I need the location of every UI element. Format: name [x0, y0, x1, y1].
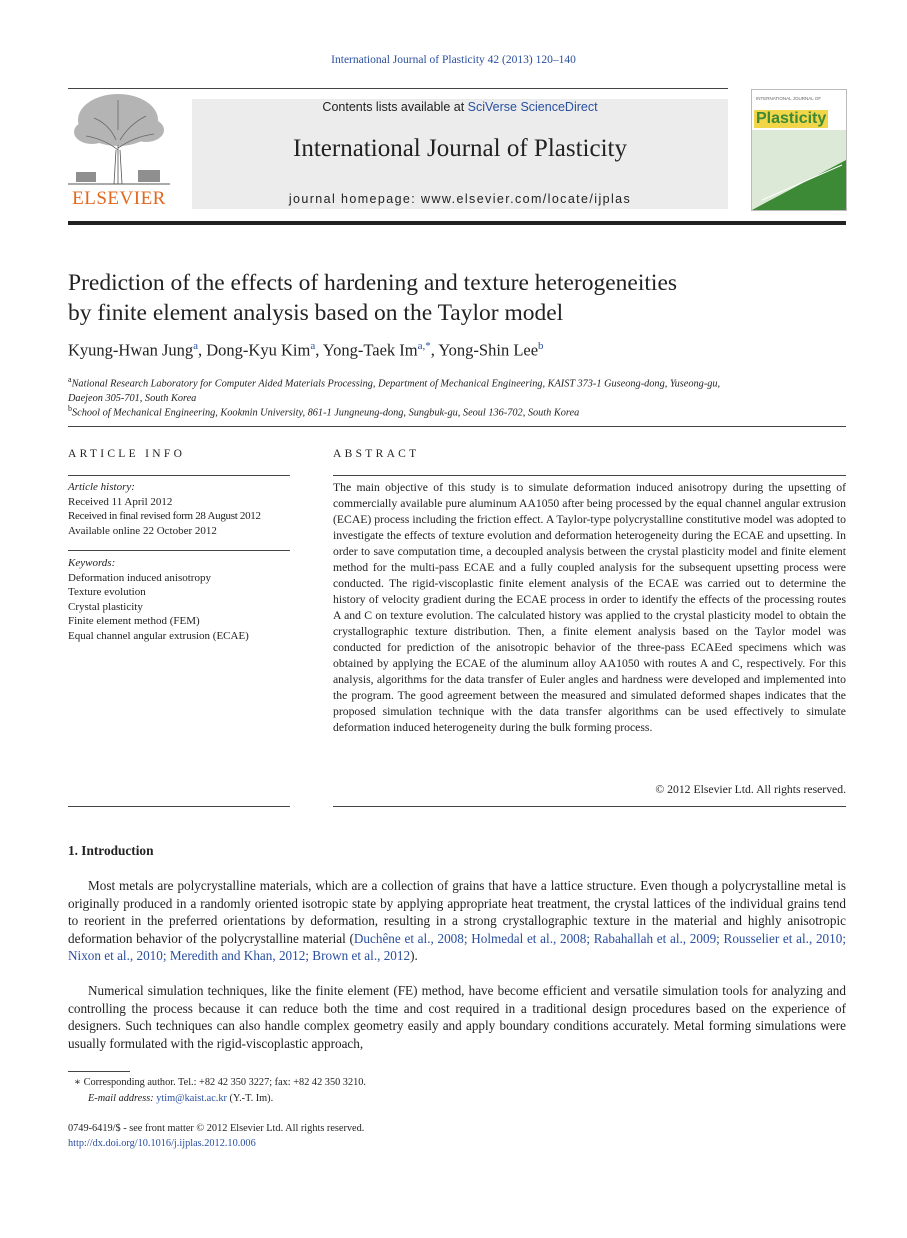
email-note — [68, 1091, 866, 1106]
reference-links[interactable]: Duchêne et al., 2008; Holmedal et al., 2008; Rabahallah et al., 2009; Rousselier et al., 2010; Nixon et al., 2010; Meredith and Khan, 2012; Brown et al., 2012 — [68, 930, 846, 963]
intro-paragraph-1 — [68, 877, 846, 965]
journal-name: International Journal of Plasticity — [293, 135, 627, 162]
article-history — [68, 480, 290, 538]
abstract-bottom-rule — [333, 806, 846, 807]
article-title-line1: Prediction of the effects of hardening and texture heterogeneities — [68, 270, 678, 296]
header-top-rule — [68, 88, 728, 89]
cover-subtitle: INTERNATIONAL JOURNAL OF — [756, 96, 822, 101]
paragraph-text-end: ). — [410, 948, 418, 963]
history-received: Received 11 April 2012 — [68, 495, 173, 508]
keyword-item: Equal channel angular extrusion (ECAE) — [68, 629, 249, 642]
affiliation-rule — [68, 426, 846, 427]
keyword-item: Deformation induced anisotropy — [68, 571, 211, 584]
journal-cover-thumbnail[interactable] — [751, 89, 847, 211]
article-info-heading: ARTICLE INFO — [68, 448, 186, 460]
email-suffix: (Y.-T. Im). — [226, 1093, 274, 1104]
history-online: Available online 22 October 2012 — [68, 524, 217, 537]
issn-line: 0749-6419/$ - see front matter © 2012 Elsevier Ltd. All rights reserved. — [68, 1123, 365, 1134]
keyword-item: Texture evolution — [68, 586, 146, 598]
journal-masthead — [192, 99, 728, 209]
affiliation-text: School of Mechanical Engineering, Kookmin University, 861-1 Jungneung-dong, Sungbuk-gu, Seoul 136-702, South Korea — [72, 407, 580, 419]
author-name: Kyung-Hwan Jung — [68, 340, 194, 360]
cover-title: Plasticity — [756, 110, 827, 127]
keyword-item: Crystal plasticity — [68, 600, 143, 613]
homepage-line — [192, 192, 728, 206]
article-info-bottom-rule — [68, 806, 290, 807]
article-title-line2: by finite element analysis based on the Taylor model — [68, 300, 564, 326]
contents-line — [192, 100, 728, 114]
homepage-prefix: journal homepage: — [288, 192, 422, 206]
author-affiliation-mark[interactable]: a,* — [417, 340, 431, 352]
author-list: Kyung-Hwan Jung$^a$, Dong-Kyu Kim$^a$, Yong-Taek $Im^{a,*}$, Yong-Shin Lee$^b$ — [68, 340, 544, 360]
intro-paragraph-2: Numerical simulation techniques, like the finite element (FE) method, have become efficient and versatile simulation tools for analyzing and controlling the process because it can reduce both the time and cost required in a traditional design procedures based on the experience of designers. Such techniques can also handle complex geometry easily and apply boundary conditions accurately. Metal forming simulations were usually formulated with the rigid-viscoplastic approach, — [68, 983, 846, 1051]
corresponding-author-note: ∗ Corresponding author. Tel.: +82 42 350 3227; fax: +82 42 350 3210. — [74, 1077, 366, 1088]
homepage-link[interactable]: www.elsevier.com/locate/ijplas — [421, 192, 632, 206]
footnote-rule — [68, 1071, 130, 1072]
contents-prefix: Contents lists available at — [322, 100, 468, 114]
email-label: E-mail address: — [88, 1093, 157, 1104]
abstract-copyright: © 2012 Elsevier Ltd. All rights reserved. — [655, 783, 846, 796]
elsevier-tree-icon — [68, 90, 170, 186]
keywords — [68, 556, 290, 643]
author-name: Yong-Shin Lee — [438, 340, 539, 360]
sciencedirect-link[interactable]: SciVerse ScienceDirect — [467, 100, 598, 114]
article-title — [68, 268, 848, 328]
elsevier-logo — [68, 90, 170, 210]
affiliation-text-continued: Daejeon 305-701, South Korea — [68, 392, 197, 404]
author-affiliation-mark[interactable]: b — [538, 340, 544, 352]
email-link[interactable]: ytim@kaist.ac.kr — [156, 1093, 227, 1104]
article-info-rule — [68, 475, 290, 476]
affiliation-mark: b — [68, 404, 72, 413]
affiliation-mark: a — [68, 375, 72, 384]
history-label: Article history: — [68, 481, 135, 493]
affiliation-b — [68, 402, 848, 421]
author-affiliation-mark[interactable]: a — [310, 340, 316, 352]
abstract-rule — [333, 475, 846, 476]
keyword-item: Finite element method (FEM) — [68, 615, 200, 627]
history-revised: Received in final revised form 28 August 2012 — [68, 510, 261, 522]
author-name: Yong-Taek Im — [322, 340, 418, 360]
abstract-text: The main objective of this study is to simulate deformation induced anisotropy during the upsetting of commercially available pure aluminum AA1050 after being processed by the equal channel angular extrusion (ECAE) process including the friction effect. A Taylor-type polycrystalline constitutive model was adopted to investigate the effects of texture evolution and deformation heterogeneity during the ECAE and upsetting. In order to save computation time, a decoupled analysis between the crystal plasticity model and finite element method for the multi-pass ECAE and a fully coupled analysis for the subsequent upsetting process were conducted. The rigid-viscoplastic finite element analysis of the ECAE was carried out to determine the history of velocity gradient during the ECAE process in order to identify the effects of the processing routes A and C on texture evolution. The calculated history was applied to the crystal plasticity model to obtain the crystallographic texture distribution. Then, a finite element analysis based on the Taylor model was conducted for prediction of the anisotropic behavior of the three-pass ECAEed specimens which was obtained by applying the ECAE of the aluminum alloy AA1050 with routes A and C, respectively. For this analysis, algorithms for the data transfer of Euler angles and hardness were developed and implemented into the program. The good agreement between the measured and simulated deformed shapes indicates that the proposed simulation technique with the data transfer algorithms can be used effectively to simulate deformation induced heterogeneity during the bulk forming process. — [333, 481, 846, 734]
keywords-label: Keywords: — [68, 557, 116, 569]
section-heading-introduction: 1. Introduction — [68, 843, 154, 858]
keywords-rule — [68, 550, 290, 551]
masthead-bottom-rule — [68, 221, 846, 225]
doi-link[interactable]: http://dx.doi.org/10.1016/j.ijplas.2012.10.006 — [68, 1138, 256, 1149]
journal-citation[interactable]: International Journal of Plasticity 42 (2013) 120–140 — [331, 54, 576, 66]
author-affiliation-mark[interactable]: a — [193, 340, 199, 352]
author-name: Dong-Kyu Kim — [206, 340, 311, 360]
affiliation-text: National Research Laboratory for Computer Aided Materials Processing, Department of Mechanical Engineering, KAIST 373-1 Guseong-dong, Yuseong-gu, — [71, 378, 721, 390]
abstract-heading: ABSTRACT — [333, 448, 420, 460]
cover-graphic-icon — [752, 130, 846, 210]
publisher-name: ELSEVIER — [72, 188, 166, 209]
paragraph-text: Most metals are polycrystalline materials, which are a collection of grains that have a lattice structure. Even though a polycrystalline metal is originally produced in a randomly oriented isotropic state by applying appropriate heat treatment, the crystal lattices of the individual grains tend to reorient in the preferred orientations by deformation, resulting in a strong crystallographic texture in the material and highly anisotropic deformation behavior of the polycrystalline material ( — [68, 878, 846, 946]
